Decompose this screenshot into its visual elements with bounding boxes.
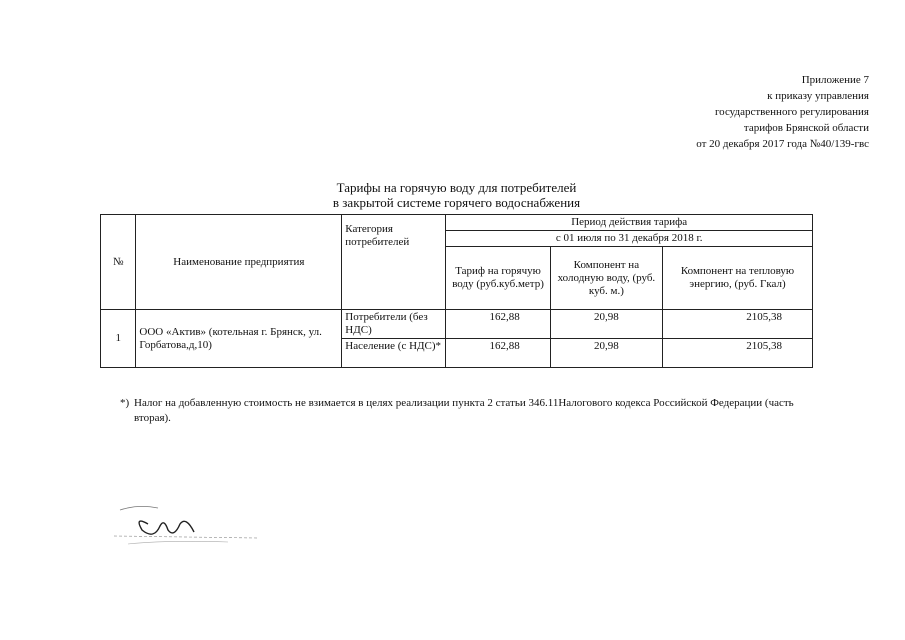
header-tariff: Тариф на горячую воду (руб.куб.метр) (446, 247, 550, 310)
row-company-name: ООО «Актив» (котельная г. Брянск, ул. Горбатова,д,10) (136, 310, 342, 368)
title-line-1: Тарифы на горячую воду для потребителей (336, 180, 577, 195)
header-num: № (101, 215, 136, 310)
handwritten-signature (108, 494, 288, 554)
row-tariff-value: 162,88 (446, 339, 550, 368)
header-order-ref: к приказу управления (767, 90, 869, 102)
document-title (100, 180, 813, 210)
header-period: Период действия тарифа (446, 215, 813, 231)
header-cold-component: Компонент на холодную воду, (руб. куб. м.) (550, 247, 662, 310)
row-heat-value: 2105,38 (663, 310, 813, 339)
title-line-2: в закрытой системе горячего водоснабжения (332, 195, 581, 210)
row-number: 1 (101, 310, 136, 368)
header-company-name: Наименование предприятия (136, 215, 342, 310)
row-cold-value: 20,98 (550, 310, 662, 339)
tariff-table (100, 214, 813, 368)
row-tariff-value: 162,88 (446, 310, 550, 339)
table-row (101, 310, 813, 339)
approval-header (696, 72, 869, 152)
footnote-text: Налог на добавленную стоимость не взимается в целях реализации пункта 2 статьи 346.11Налогового кодекса Российской Федерации (часть вторая). (134, 397, 794, 424)
row-category: Потребители (без НДС) (342, 310, 446, 339)
header-category: Категория потребителей (342, 215, 446, 310)
header-region: тарифов Брянской области (743, 122, 869, 134)
header-period-value: с 01 июля по 31 декабря 2018 г. (446, 231, 813, 247)
header-department: государственного регулирования (714, 106, 869, 118)
header-heat-component: Компонент на тепловую энергию, (руб. Гкал) (663, 247, 813, 310)
footnote-mark: *) (120, 397, 130, 409)
row-heat-value: 2105,38 (663, 339, 813, 368)
header-order-date: от 20 декабря 2017 года №40/139-гвс (696, 138, 869, 150)
row-cold-value: 20,98 (550, 339, 662, 368)
row-category: Население (с НДС)* (342, 339, 446, 368)
footnote (120, 396, 814, 426)
header-appendix: Приложение 7 (801, 74, 869, 86)
